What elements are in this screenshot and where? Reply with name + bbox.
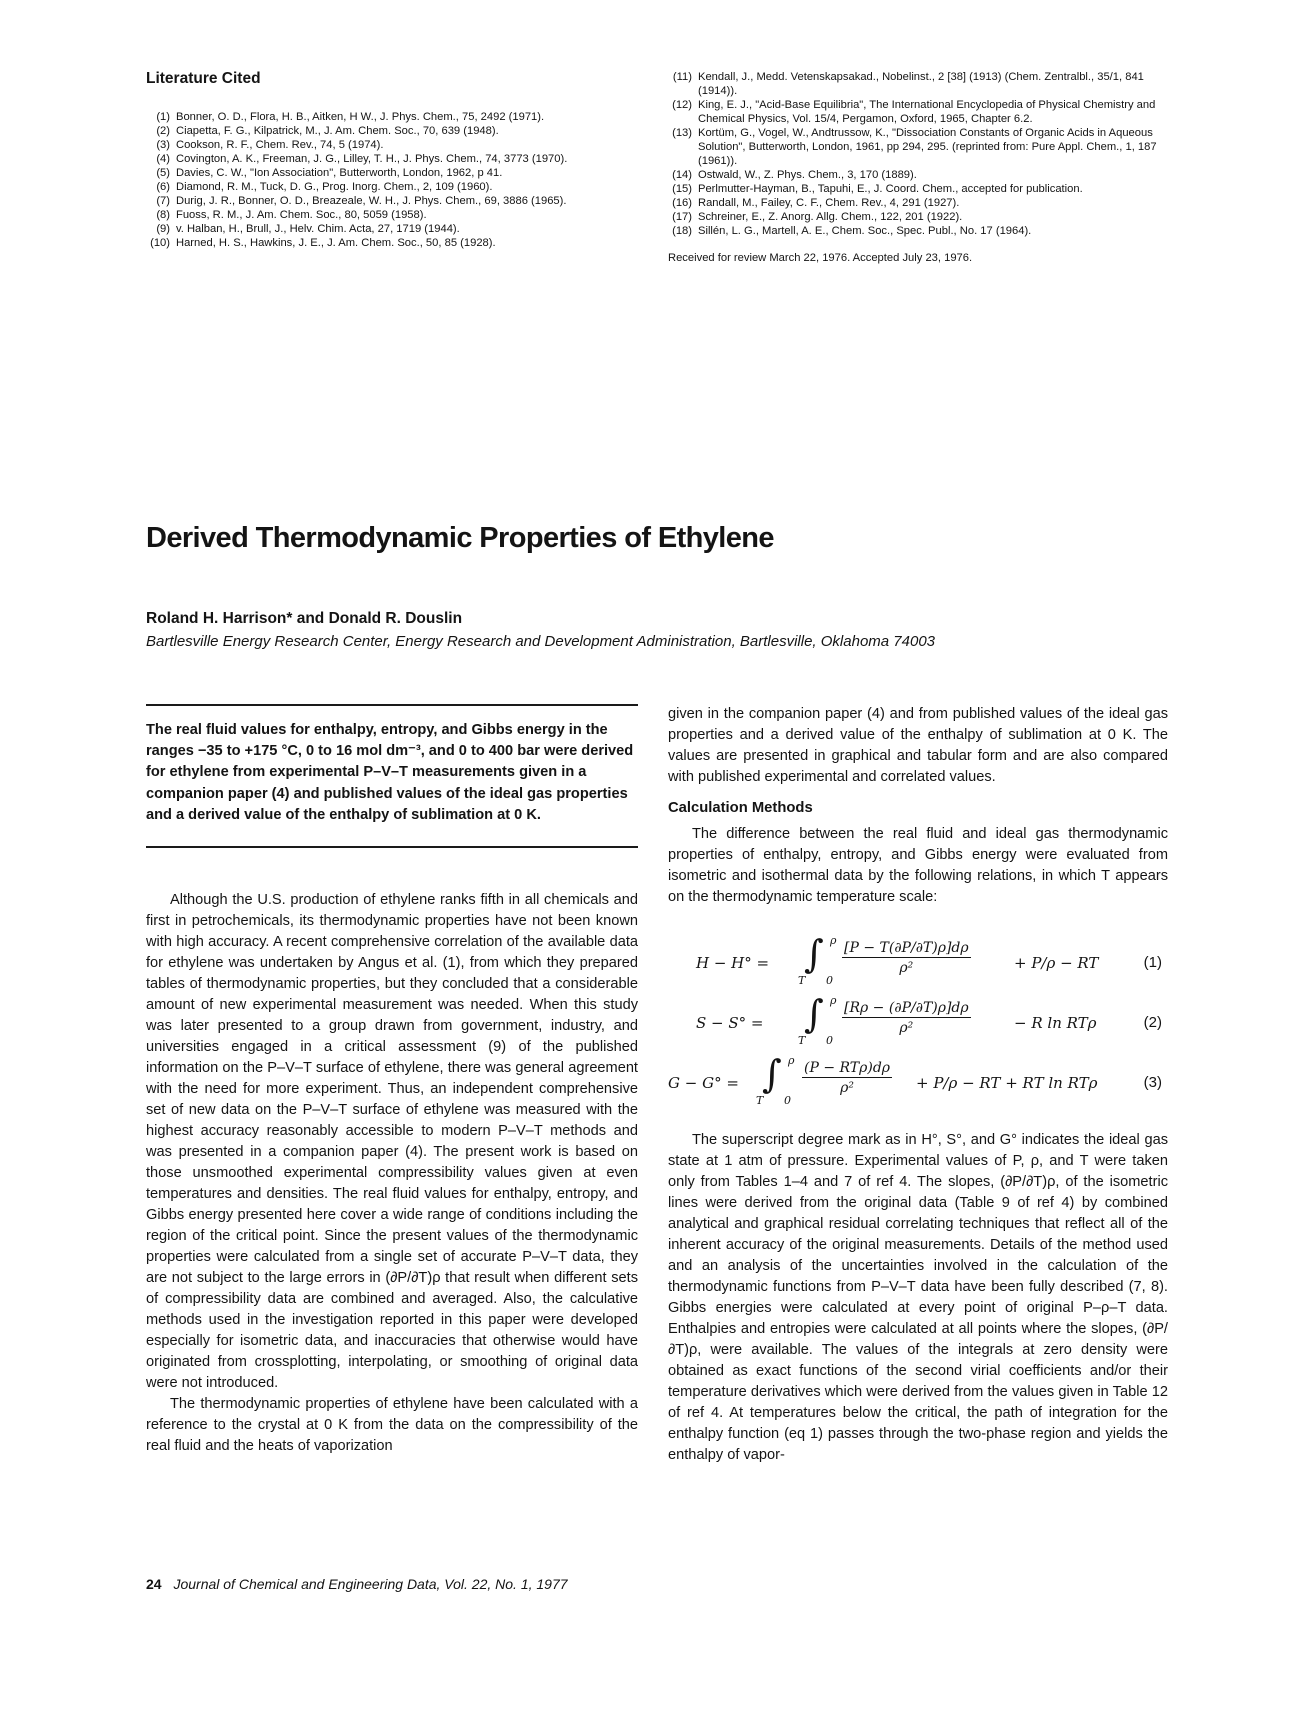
- reference-number: (3): [156, 139, 170, 151]
- reference-entry: [146, 194, 646, 208]
- reference-entry: [668, 210, 1168, 224]
- reference-text: Sillén, L. G., Martell, A. E., Chem. Soc., Spec. Publ., No. 17 (1964).: [698, 225, 1032, 237]
- intro-paragraph-1: Although the U.S. production of ethylene ranks fifth in all chemicals and first in petrochemicals, its thermodynamic properties have not been known with high accuracy. A recent comprehensive correlation of the available data for ethylene was undertaken by Angus et al. (1), from which they prepared tables of thermodynamic properties, but they concluded that a considerable amount of new experimental measurement was needed. When this study was later presented to a group drawn from government, industry, and universities engaged in a critical assessment (9) of the published information on the P–V–T surface of ethylene, there was general agreement with the need for more experiment. Thus, an independent comprehensive set of new data on the P–V–T surface of ethylene was measured with the highest accuracy reasonably accessible to modern P–V–T methods and was presented in a companion paper (4). The present work is based on those unsmoothed experimental compressibility values given at even temperatures and densities. The real fluid values for enthalpy, entropy, and Gibbs energy presented here cover a wide range of conditions including the region of the critical point. Since the present values of the thermodynamic properties were calculated from a single set of accurate P–V–T data, they are not subject to the large errors in (∂P/∂T)ρ that result when different sets of compressibility data are combined and averaged. Also, the calculative methods used in the investigation reported in this paper were developed especially for isometric data, and inaccuracies that otherwise would have originated from crossplotting, interpolating, or smoothing of original data were not introduced.: [146, 892, 638, 1391]
- equation-3-number: (3): [1143, 1074, 1162, 1091]
- equation-1-fraction: [842, 940, 971, 976]
- reference-entry: [146, 152, 646, 166]
- reference-entry: [146, 124, 646, 138]
- reference-entry: [146, 208, 646, 222]
- equation-1-denominator: ρ²: [899, 960, 914, 976]
- article-title: Derived Thermodynamic Properties of Ethylene: [146, 522, 774, 554]
- reference-number: (18): [672, 225, 692, 237]
- reference-text: Kortüm, G., Vogel, W., Andtrussow, K., "Dissociation Constants of Organic Acids in Aqueous Solution", Butterworth, London, 1961, pp 294, 295. (reprinted from: Pure Appl. Chem., 1, 187 (1961)).: [698, 127, 1157, 167]
- integral-subscript-t: T: [756, 1094, 764, 1107]
- section-heading-calculation-methods: Calculation Methods: [668, 800, 813, 816]
- reference-number: (13): [672, 127, 692, 139]
- equation-2-lhs: S − S° =: [696, 1014, 764, 1032]
- reference-text: Kendall, J., Medd. Vetenskapsakad., Nobelinst., 2 [38] (1913) (Chem. Zentralbl., 35/1, 841 (1914)).: [698, 71, 1144, 97]
- equation-2-numerator: [Rρ − (∂P/∂T)ρ]dρ: [844, 1000, 969, 1016]
- integral-subscript-t: T: [798, 1034, 806, 1047]
- reference-number: (4): [156, 153, 170, 165]
- equation-2-fraction: [842, 1000, 971, 1036]
- body-left-column: [146, 890, 638, 1457]
- reference-entry: [146, 110, 646, 124]
- reference-entry: [146, 138, 646, 152]
- integral-upper-limit: ρ: [830, 994, 837, 1007]
- reference-number: (11): [672, 71, 692, 83]
- reference-text: Bonner, O. D., Flora, H. B., Aitken, H W., J. Phys. Chem., 75, 2492 (1971).: [176, 111, 545, 123]
- reference-entry: [668, 168, 1168, 182]
- reference-text: Perlmutter-Hayman, B., Tapuhi, E., J. Coord. Chem., accepted for publication.: [698, 183, 1083, 195]
- reference-entry: [668, 224, 1168, 238]
- reference-text: King, E. J., "Acid-Base Equilibria", The International Encyclopedia of Physical Chemistry and Chemical Physics, Vol. 15/4, Pergamon, Oxford, 1965, Chapter 6.2.: [698, 99, 1156, 125]
- reference-text: Harned, H. S., Hawkins, J. E., J. Am. Chem. Soc., 50, 85 (1928).: [176, 237, 496, 249]
- integral-sign: ∫: [804, 992, 824, 1036]
- reference-number: (6): [156, 181, 170, 193]
- equation-1: [668, 932, 1168, 994]
- reference-entry: [146, 222, 646, 236]
- equation-3-fraction: [802, 1060, 892, 1096]
- reference-text: Durig, J. R., Bonner, O. D., Breazeale, W. H., J. Phys. Chem., 69, 3886 (1965).: [176, 195, 567, 207]
- integral-sign: ∫: [762, 1052, 782, 1096]
- reference-number: (2): [156, 125, 170, 137]
- equation-2-denominator: ρ²: [899, 1020, 914, 1036]
- methods-paragraph: The difference between the real fluid and ideal gas thermodynamic properties of enthalpy, entropy, and Gibbs energy were evaluated from isometric and isothermal data by the following relations, in which T appears on the thermodynamic temperature scale:: [668, 826, 1168, 905]
- references-right-column: [668, 70, 1168, 264]
- reference-number: (14): [672, 169, 692, 181]
- abstract-box: [146, 704, 638, 848]
- reference-number: (7): [156, 195, 170, 207]
- received-note: Received for review March 22, 1976. Accepted July 23, 1976.: [668, 252, 973, 264]
- body-right-column: [668, 704, 1168, 1466]
- reference-entry: [668, 126, 1168, 168]
- reference-text: v. Halban, H., Brull, J., Helv. Chim. Acta, 27, 1719 (1944).: [176, 223, 460, 235]
- integral-subscript-t: T: [798, 974, 806, 987]
- authors: Roland H. Harrison* and Donald R. Douslin: [146, 610, 463, 627]
- literature-cited-heading: Literature Cited: [146, 70, 261, 87]
- reference-text: Ciapetta, F. G., Kilpatrick, M., J. Am. Chem. Soc., 70, 639 (1948).: [176, 125, 499, 137]
- intro-continuation: given in the companion paper (4) and from published values of the ideal gas properties and a derived value of the enthalpy of sublimation at 0 K. The values are presented in graphical and tabular form and are also compared with published experimental and correlated values.: [668, 706, 1168, 785]
- integral-lower-limit: 0: [826, 974, 833, 987]
- references-list-right: [668, 70, 1168, 238]
- reference-text: Schreiner, E., Z. Anorg. Allg. Chem., 122, 201 (1922).: [698, 211, 963, 223]
- equation-1-rest: + P/ρ − RT: [1014, 954, 1099, 972]
- integral-lower-limit: 0: [784, 1094, 791, 1107]
- journal-citation: Journal of Chemical and Engineering Data, Vol. 22, No. 1, 1977: [173, 1576, 568, 1592]
- integral-sign: ∫: [804, 932, 824, 976]
- reference-number: (9): [156, 223, 170, 235]
- reference-text: Cookson, R. F., Chem. Rev., 74, 5 (1974).: [176, 139, 384, 151]
- reference-text: Davies, C. W., "Ion Association", Butterworth, London, 1962, p 41.: [176, 167, 503, 179]
- reference-number: (15): [672, 183, 692, 195]
- page-footer: [146, 1576, 568, 1592]
- equation-1-lhs: H − H° =: [696, 954, 770, 972]
- reference-entry: [146, 166, 646, 180]
- equation-2: [668, 992, 1168, 1054]
- references-left-column: [146, 70, 646, 250]
- reference-text: Randall, M., Failey, C. F., Chem. Rev., 4, 291 (1927).: [698, 197, 960, 209]
- reference-text: Fuoss, R. M., J. Am. Chem. Soc., 80, 5059 (1958).: [176, 209, 427, 221]
- reference-number: (17): [672, 211, 692, 223]
- equation-1-number: (1): [1143, 954, 1162, 971]
- equation-3-denominator: ρ²: [840, 1080, 854, 1096]
- equation-2-number: (2): [1143, 1014, 1162, 1031]
- reference-text: Ostwald, W., Z. Phys. Chem., 3, 170 (1889).: [698, 169, 917, 181]
- equation-2-rest: − R ln RTρ: [1014, 1014, 1097, 1032]
- equation-3-lhs: G − G° =: [668, 1074, 739, 1092]
- after-equations-paragraph: The superscript degree mark as in H°, S°, and G° indicates the ideal gas state at 1 atm of pressure. Experimental values of P, ρ, and T were taken only from Tables 1–4 and 7 of ref 4. The slopes, (∂P/∂T)ρ, of the isometric lines were derived from the original data (Table 9 of ref 4) by combined analytical and graphical residual correlating techniques that reflect all of the inherent accuracy of the original measurements. Details of the method used and an analysis of the uncertainties involved in the calculation of the thermodynamic functions from P–V–T data have been fully described (7, 8). Gibbs energies were calculated at every point of original P–ρ–T data. Enthalpies and entropies were calculated at all points where the slopes, (∂P/∂T)ρ, were available. The values of the integrals at zero density were obtained as exact functions of the second virial coefficients and/or their temperature derivatives which were derived from the values given in Table 12 of ref 4. At temperatures below the critical, the path of integration for the enthalpy function (eq 1) passes through the two-phase region and yields the enthalpy of vapor-: [668, 1132, 1168, 1463]
- reference-entry: [146, 236, 646, 250]
- reference-number: (1): [156, 111, 170, 123]
- affiliation: Bartlesville Energy Research Center, Energy Research and Development Administration, Bartlesville, Oklahoma 74003: [146, 633, 936, 650]
- reference-number: (12): [672, 99, 692, 111]
- reference-number: (16): [672, 197, 692, 209]
- reference-number: (8): [156, 209, 170, 221]
- references-list-left: [146, 110, 646, 250]
- reference-number: (10): [150, 237, 170, 249]
- equations-block: [668, 920, 1168, 1120]
- reference-text: Covington, A. K., Freeman, J. G., Lilley, T. H., J. Phys. Chem., 74, 3773 (1970).: [176, 153, 568, 165]
- equation-3-numerator: (P − RTρ)dρ: [804, 1060, 891, 1076]
- equation-3-rest: + P/ρ − RT + RT ln RTρ: [916, 1074, 1098, 1092]
- equation-1-numerator: [P − T(∂P/∂T)ρ]dρ: [844, 940, 969, 956]
- integral-lower-limit: 0: [826, 1034, 833, 1047]
- reference-number: (5): [156, 167, 170, 179]
- reference-entry: [668, 98, 1168, 126]
- equation-3: [668, 1052, 1168, 1114]
- abstract-text: The real fluid values for enthalpy, entropy, and Gibbs energy in the ranges −35 to +175 °C, 0 to 16 mol dm⁻³, and 0 to 400 bar were derived for ethylene from experimental P–V–T measurements given in a companion paper (4) and published values of the ideal gas properties and a derived value of the enthalpy of sublimation at 0 K.: [146, 722, 634, 823]
- reference-entry: [146, 180, 646, 194]
- reference-entry: [668, 70, 1168, 98]
- integral-upper-limit: ρ: [788, 1054, 795, 1067]
- reference-entry: [668, 182, 1168, 196]
- intro-paragraph-2: The thermodynamic properties of ethylene have been calculated with a reference to the crystal at 0 K from the data on the compressibility of the real fluid and the heats of vaporization: [146, 1396, 638, 1454]
- page-number: 24: [146, 1576, 162, 1592]
- integral-upper-limit: ρ: [830, 934, 837, 947]
- reference-entry: [668, 196, 1168, 210]
- reference-text: Diamond, R. M., Tuck, D. G., Prog. Inorg. Chem., 2, 109 (1960).: [176, 181, 493, 193]
